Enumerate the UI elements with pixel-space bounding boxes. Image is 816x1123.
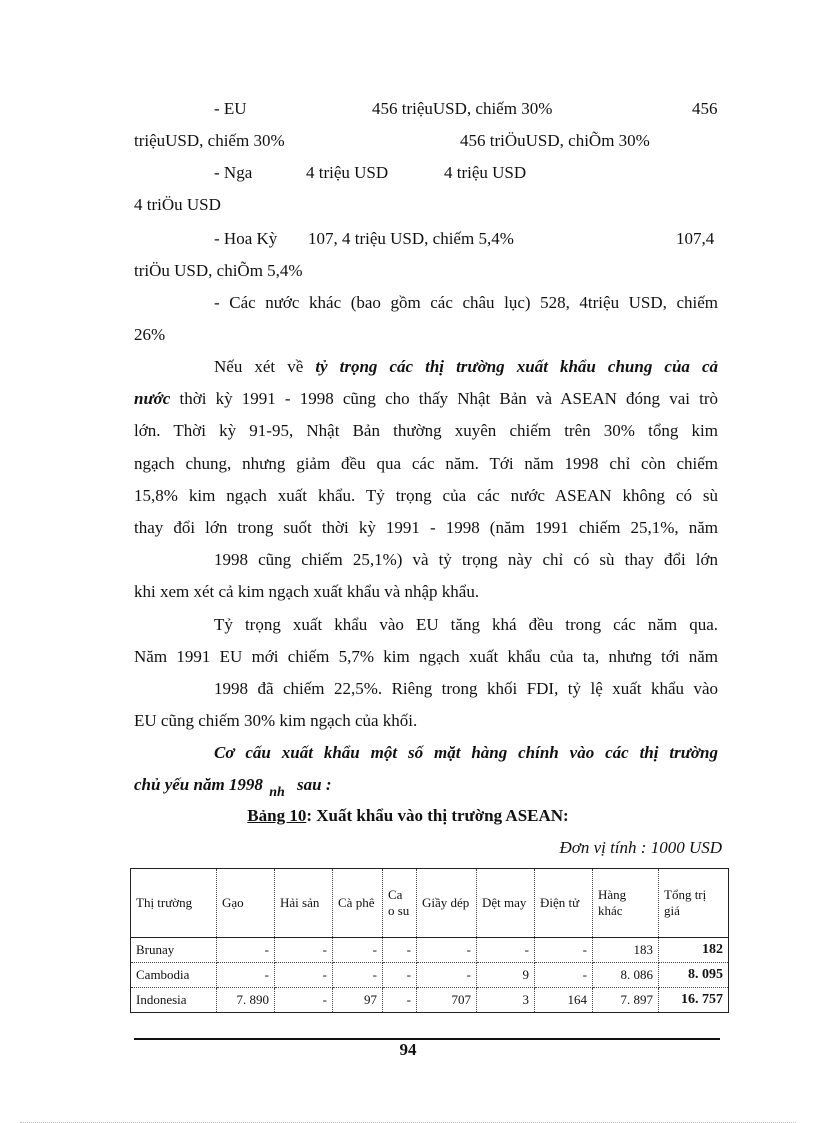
cell: -	[333, 938, 383, 963]
cell-total: 182	[659, 938, 729, 963]
para2-line3: 1998 đã chiếm 22,5%. Riêng trong khối FDI, tỷ lệ xuất khẩu vào	[214, 679, 718, 698]
cell-market: Indonesia	[131, 988, 217, 1013]
para1-line6: thay đổi lớn trong suốt thời kỳ 1991 - 1998 (năm 1991 chiếm 25,1%, năm	[134, 518, 718, 537]
table-caption-text: : Xuất khẩu vào thị trường ASEAN:	[306, 806, 569, 825]
table-row	[131, 938, 729, 963]
unit-note: Đơn vị tính : 1000 USD	[559, 838, 722, 857]
list-eu-value-dup: 456	[692, 99, 718, 118]
cell: -	[417, 963, 477, 988]
cell: 3	[477, 988, 535, 1013]
table-row	[131, 988, 729, 1013]
header-seafood: Hải sản	[275, 869, 333, 938]
para1-line4: ngạch chung, nhưng giảm đều qua các năm. Tới năm 1998 chỉ còn chiếm	[134, 454, 718, 473]
list-nga-value-dup: 4 triệu USD	[444, 163, 527, 182]
cell: -	[477, 938, 535, 963]
list-other-label: - Các nước khác (bao gồm các châu lục) 528, 4triệu USD, chiếm	[214, 293, 718, 312]
header-footwear: Giầy dép	[417, 869, 477, 938]
cell: 164	[535, 988, 593, 1013]
header-textiles: Dệt may	[477, 869, 535, 938]
cell: 97	[333, 988, 383, 1013]
cell: -	[275, 988, 333, 1013]
cell: -	[275, 963, 333, 988]
cell: -	[417, 938, 477, 963]
table-caption	[0, 806, 816, 826]
cell: 707	[417, 988, 477, 1013]
cell: -	[217, 938, 275, 963]
header-total-value: Tổng trị giá	[659, 869, 729, 938]
cell: -	[535, 963, 593, 988]
header-electronics: Điện tử	[535, 869, 593, 938]
list-eu-value-garbled: 456 triÖuUSD, chiÕm 30%	[460, 131, 650, 150]
para1-line3: lớn. Thời kỳ 91-95, Nhật Bản thường xuyên chiếm trên 30% tổng kim	[134, 421, 718, 440]
para2-line1: Tỷ trọng xuất khẩu vào EU tăng khá đều trong các năm qua.	[214, 615, 718, 634]
cell: -	[535, 938, 593, 963]
cell-market: Brunay	[131, 938, 217, 963]
list-hoaky-value-dup: 107,4	[676, 229, 715, 248]
list-eu-value-cont: triệuUSD, chiếm 30%	[134, 131, 285, 150]
para1-line1	[214, 356, 718, 378]
section-heading-line2	[134, 774, 332, 798]
cell: 183	[593, 938, 659, 963]
cell: 8. 086	[593, 963, 659, 988]
para1-line7: 1998 cũng chiếm 25,1%) và tỷ trọng này chỉ có sù thay đổi lớn	[214, 550, 718, 569]
section-heading-line1: Cơ cấu xuất khẩu một số mặt hàng chính vào các thị trường	[214, 743, 718, 762]
para1-emphasis: tỷ trọng các thị trường xuất khẩu chung của cả	[315, 357, 719, 376]
cell: 9	[477, 963, 535, 988]
cell-total: 16. 757	[659, 988, 729, 1013]
cell-total: 8. 095	[659, 963, 729, 988]
header-rubber: Ca o su	[383, 869, 417, 938]
header-rice: Gạo	[217, 869, 275, 938]
cell: 7. 890	[217, 988, 275, 1013]
para1-line8: khi xem xét cả kim ngạch xuất khẩu và nhập khẩu.	[134, 582, 480, 601]
list-eu-label: - EU	[214, 99, 247, 118]
section-heading-tail: sau :	[297, 775, 332, 794]
para1-start: Nếu xét về	[214, 357, 304, 376]
header-market: Thị trường	[131, 869, 217, 938]
list-nga-label: - Nga	[214, 163, 253, 182]
table-row	[131, 963, 729, 988]
cell: -	[383, 963, 417, 988]
para2-line4: EU cũng chiếm 30% kim ngạch của khối.	[134, 711, 418, 730]
list-hoaky-value-garbled: triÖu USD, chiÕm 5,4%	[134, 261, 303, 280]
list-hoaky-label: - Hoa Kỳ	[214, 229, 278, 248]
section-heading-sub: nh	[269, 785, 285, 800]
cell: -	[217, 963, 275, 988]
cell: -	[333, 963, 383, 988]
asean-export-table	[130, 868, 729, 1013]
cell: 7. 897	[593, 988, 659, 1013]
cell: -	[383, 938, 417, 963]
section-heading-main: chủ yếu năm 1998	[134, 775, 263, 794]
para1-line2	[134, 388, 718, 410]
header-coffee: Cà phê	[333, 869, 383, 938]
header-other-goods: Hàng khác	[593, 869, 659, 938]
list-other-value-cont: 26%	[134, 325, 166, 344]
para1-line5: 15,8% kim ngạch xuất khẩu. Tỷ trọng của các nước ASEAN không có sù	[134, 486, 718, 505]
table-caption-label: Bảng 10	[247, 806, 307, 825]
list-hoaky-value: 107, 4 triệu USD, chiếm 5,4%	[308, 229, 514, 248]
cell: -	[275, 938, 333, 963]
para2-line2: Năm 1991 EU mới chiếm 5,7% kim ngạch xuất khẩu của ta, nhưng tới năm	[134, 647, 718, 666]
list-nga-value: 4 triệu USD	[306, 163, 389, 182]
cell: -	[383, 988, 417, 1013]
list-eu-value: 456 triệuUSD, chiếm 30%	[372, 99, 553, 118]
cell-market: Cambodia	[131, 963, 217, 988]
table-header-row	[131, 869, 729, 938]
para1-emphasis-end: nước	[134, 389, 171, 408]
page-number: 94	[399, 1040, 417, 1059]
list-nga-value-garbled: 4 triÖu USD	[134, 195, 221, 214]
para1-rest: thời kỳ 1991 - 1998 cũng cho thấy Nhật Bản và ASEAN đóng vai trò	[179, 389, 719, 408]
